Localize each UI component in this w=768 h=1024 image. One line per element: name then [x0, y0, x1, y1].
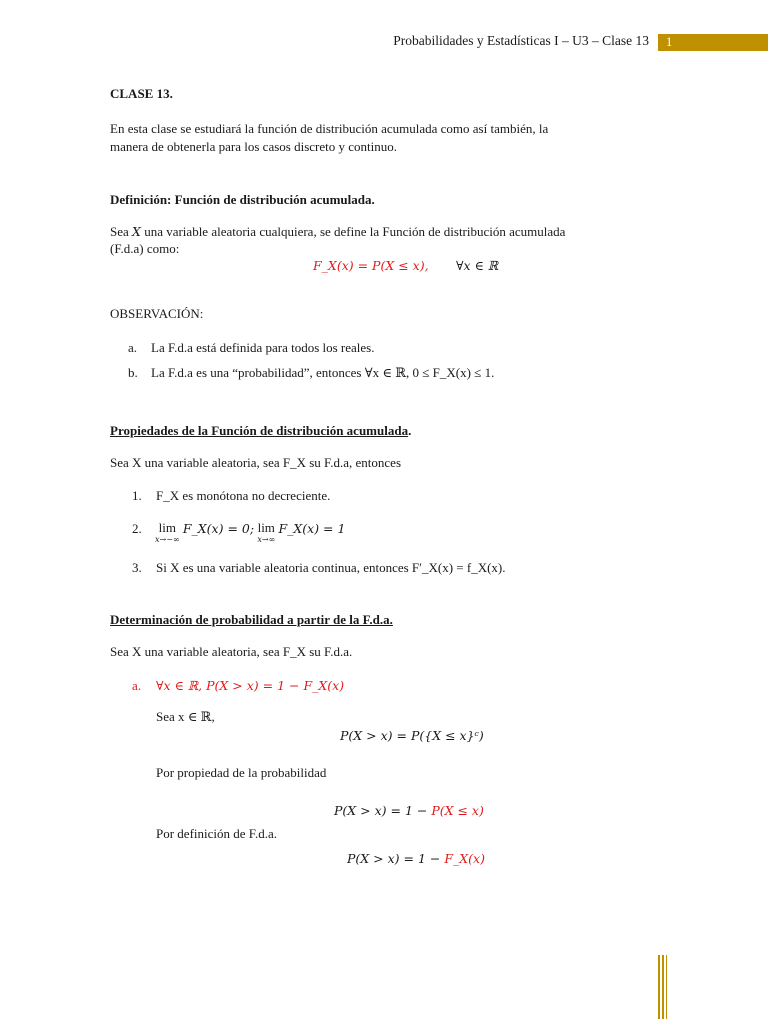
proof-equation-3: P(X > x) = 1 − F_X(x): [347, 851, 485, 866]
observation-text-b: La F.d.a es una “probabilidad”, entonces ∀x ∈ ℝ, 0 ≤ F_X(x) ≤ 1.: [151, 365, 495, 380]
observation-heading: OBSERVACIÓN:: [110, 306, 204, 321]
property-text-3: Si X es una variable aleatoria continua, entonces F′_X(x) = f_X(x).: [156, 560, 506, 575]
decorative-bar-1: [658, 955, 660, 1019]
property-limits: lim x→−∞ F_X(x) = 0; lim x→∞ F_X(x) = 1: [155, 520, 346, 544]
determination-intro: Sea X una variable aleatoria, sea F_X su F.d.a.: [110, 644, 353, 659]
intro-line-2: manera de obtenerla para los casos discreto y continuo.: [110, 139, 397, 154]
definition-text: Sea X una variable aleatoria cualquiera, se define la Función de distribución acumulada: [110, 224, 566, 239]
property-text-1: F_X es monótona no decreciente.: [156, 488, 331, 503]
determination-statement-a: ∀x ∈ ℝ, P(X > x) = 1 − F_X(x): [156, 678, 345, 693]
properties-heading: Propiedades de la Función de distribución acumulada.: [110, 423, 412, 438]
header-title: Probabilidades y Estadísticas I – U3 – Clase 13: [393, 33, 649, 48]
definition-text-line2: (F.d.a) como:: [110, 241, 180, 256]
observation-marker-a: a.: [128, 340, 138, 355]
property-marker-2: 2.: [132, 521, 142, 536]
determination-marker-a: a.: [132, 678, 142, 693]
proof-equation-2: P(X > x) = 1 − P(X ≤ x): [334, 803, 484, 818]
decorative-bar-2: [662, 955, 664, 1019]
proof-line-3: Por definición de F.d.a.: [156, 826, 277, 841]
variable-x: X: [132, 224, 141, 239]
property-marker-3: 3.: [132, 560, 142, 575]
observation-text-a: La F.d.a está definida para todos los reales.: [151, 340, 375, 355]
properties-intro: Sea X una variable aleatoria, sea F_X su F.d.a, entonces: [110, 455, 402, 470]
proof-line-2: Por propiedad de la probabilidad: [156, 765, 327, 780]
intro-line-1: En esta clase se estudiará la función de distribución acumulada como así también, la: [110, 121, 549, 136]
limit-plus-infinity: lim x→∞: [257, 520, 276, 544]
determination-heading: Determinación de probabilidad a partir de la F.d.a.: [110, 612, 393, 627]
limit-minus-infinity: lim x→−∞: [155, 520, 180, 544]
proof-line-1: Sea x ∈ ℝ,: [156, 709, 215, 724]
page-number: 1: [658, 34, 768, 51]
definition-formula: F_X(x) = P(X ≤ x),: [313, 258, 429, 273]
class-title: CLASE 13.: [110, 86, 173, 101]
observation-marker-b: b.: [128, 365, 138, 380]
definition-formula-domain: ∀x ∈ ℝ: [456, 258, 499, 273]
decorative-bar-3: [666, 955, 667, 1019]
proof-equation-1: P(X > x) = P({X ≤ x}ᶜ): [340, 728, 484, 743]
definition-heading: Definición: Función de distribución acumulada.: [110, 192, 375, 207]
property-marker-1: 1.: [132, 488, 142, 503]
